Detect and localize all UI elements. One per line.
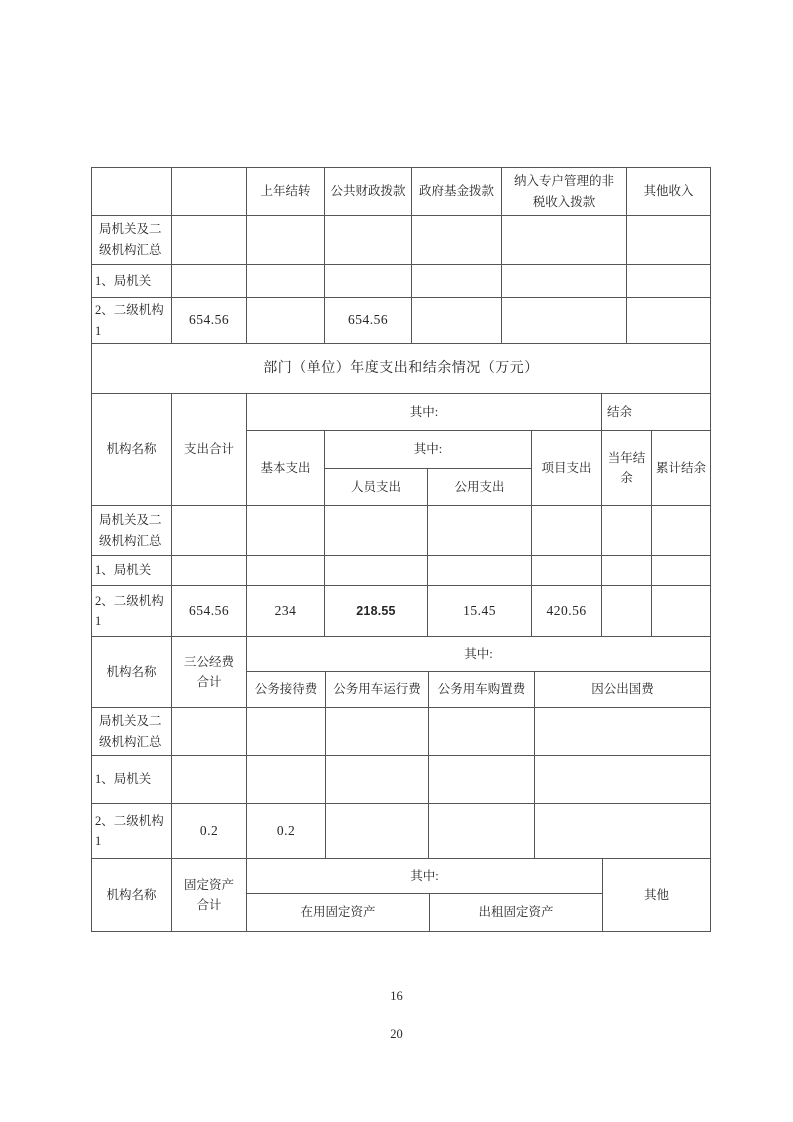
header-cell-project: 项目支出	[532, 431, 602, 506]
header-cell-org: 机构名称	[92, 859, 172, 932]
value-cell	[247, 756, 326, 804]
table-row	[92, 708, 711, 756]
header-cell: 上年结转	[247, 168, 325, 216]
value-cell	[412, 298, 502, 344]
value-cell	[532, 556, 602, 586]
header-cell-balance: 结余	[602, 394, 711, 431]
header-cell: 纳入专户管理的非税收入拨款	[502, 168, 627, 216]
org-name-cell: 1、局机关	[92, 756, 172, 804]
org-name-cell: 局机关及二级机构汇总	[92, 216, 172, 265]
value-cell	[172, 708, 247, 756]
value-cell	[502, 298, 627, 344]
value-cell	[326, 804, 429, 859]
table-row	[92, 265, 711, 298]
value-cell	[428, 556, 532, 586]
income-table	[91, 167, 711, 344]
income-header-row	[92, 168, 711, 216]
value-cell	[412, 216, 502, 265]
header-cell-org: 机构名称	[92, 394, 172, 506]
value-cell	[429, 756, 535, 804]
value-cell	[535, 756, 711, 804]
fixed-assets-header-row	[92, 859, 711, 894]
header-cell-current-balance: 当年结余	[602, 431, 652, 506]
value-cell	[429, 804, 535, 859]
table-row	[92, 556, 711, 586]
value-cell: 654.56	[172, 586, 247, 637]
expenditure-header-row	[92, 394, 711, 431]
budget-report-sheet	[91, 167, 711, 932]
value-cell	[172, 265, 247, 298]
header-cell-other: 其他	[603, 859, 711, 932]
value-cell	[502, 265, 627, 298]
value-cell	[325, 556, 428, 586]
org-name-cell: 局机关及二级机构汇总	[92, 708, 172, 756]
value-cell: 0.2	[172, 804, 247, 859]
org-name-cell: 1、局机关	[92, 556, 172, 586]
header-cell-public: 公用支出	[428, 469, 532, 506]
fixed-assets-table	[91, 858, 711, 932]
value-cell	[412, 265, 502, 298]
header-cell-reception: 公务接待费	[247, 672, 326, 708]
value-cell	[325, 506, 428, 556]
three-public-header-row	[92, 637, 711, 672]
value-cell	[325, 216, 412, 265]
header-cell-abroad: 因公出国费	[535, 672, 711, 708]
value-cell	[652, 506, 711, 556]
value-cell	[172, 756, 247, 804]
value-cell	[652, 586, 711, 637]
org-name-cell: 1、局机关	[92, 265, 172, 298]
value-cell: 234	[247, 586, 325, 637]
section-title-row	[92, 344, 711, 394]
header-cell-vehicle-operation: 公务用车运行费	[326, 672, 429, 708]
section-title-table	[91, 343, 711, 394]
empty-header-cell	[172, 168, 247, 216]
header-cell: 其他收入	[627, 168, 711, 216]
value-cell	[247, 556, 325, 586]
expenditure-table	[91, 393, 711, 637]
page-number: 20	[390, 1027, 403, 1041]
value-cell	[627, 298, 711, 344]
header-cell-in-use: 在用固定资产	[247, 894, 430, 932]
header-cell: 政府基金拨款	[412, 168, 502, 216]
value-cell	[602, 556, 652, 586]
table-row	[92, 756, 711, 804]
page-number: 16	[390, 989, 403, 1003]
value-cell	[627, 216, 711, 265]
header-cell-of-which: 其中:	[247, 637, 711, 672]
value-cell	[247, 708, 326, 756]
header-cell-basic: 基本支出	[247, 431, 325, 506]
org-name-cell: 2、二级机构 1	[92, 586, 172, 637]
value-cell: 420.56	[532, 586, 602, 637]
value-cell	[428, 506, 532, 556]
value-cell	[172, 506, 247, 556]
value-cell	[429, 708, 535, 756]
header-cell-of-which: 其中:	[247, 394, 602, 431]
org-name-cell: 2、二级机构 1	[92, 298, 172, 344]
header-cell-total: 支出合计	[172, 394, 247, 506]
value-cell	[247, 298, 325, 344]
value-cell	[502, 216, 627, 265]
value-cell	[247, 216, 325, 265]
value-cell	[602, 586, 652, 637]
header-cell-of-which: 其中:	[325, 431, 532, 469]
value-cell	[325, 265, 412, 298]
header-cell: 公共财政拨款	[325, 168, 412, 216]
value-cell: 654.56	[325, 298, 412, 344]
table-row	[92, 298, 711, 344]
value-cell: 0.2	[247, 804, 326, 859]
header-cell-vehicle-purchase: 公务用车购置费	[429, 672, 535, 708]
value-cell	[247, 506, 325, 556]
value-cell	[535, 708, 711, 756]
table-row	[92, 586, 711, 637]
org-name-cell: 2、二级机构 1	[92, 804, 172, 859]
header-cell-accumulated-balance: 累计结余	[652, 431, 711, 506]
header-cell-org: 机构名称	[92, 637, 172, 708]
value-cell	[652, 556, 711, 586]
header-cell-of-which: 其中:	[247, 859, 603, 894]
value-cell	[326, 708, 429, 756]
value-cell	[172, 216, 247, 265]
header-cell-total: 三公经费合计	[172, 637, 247, 708]
header-cell-personnel: 人员支出	[325, 469, 428, 506]
value-cell	[627, 265, 711, 298]
table-row	[92, 506, 711, 556]
value-cell: 654.56	[172, 298, 247, 344]
table-row	[92, 216, 711, 265]
value-cell	[532, 506, 602, 556]
table-row	[92, 804, 711, 859]
section-title: 部门（单位）年度支出和结余情况（万元）	[92, 344, 711, 394]
empty-header-cell	[92, 168, 172, 216]
value-cell: 218.55	[325, 586, 428, 637]
value-cell	[535, 804, 711, 859]
value-cell	[326, 756, 429, 804]
header-cell-total: 固定资产合计	[172, 859, 247, 932]
value-cell: 15.45	[428, 586, 532, 637]
three-public-expense-table	[91, 636, 711, 859]
value-cell	[172, 556, 247, 586]
header-cell-rented: 出租固定资产	[430, 894, 603, 932]
value-cell	[247, 265, 325, 298]
org-name-cell: 局机关及二级机构汇总	[92, 506, 172, 556]
value-cell	[602, 506, 652, 556]
